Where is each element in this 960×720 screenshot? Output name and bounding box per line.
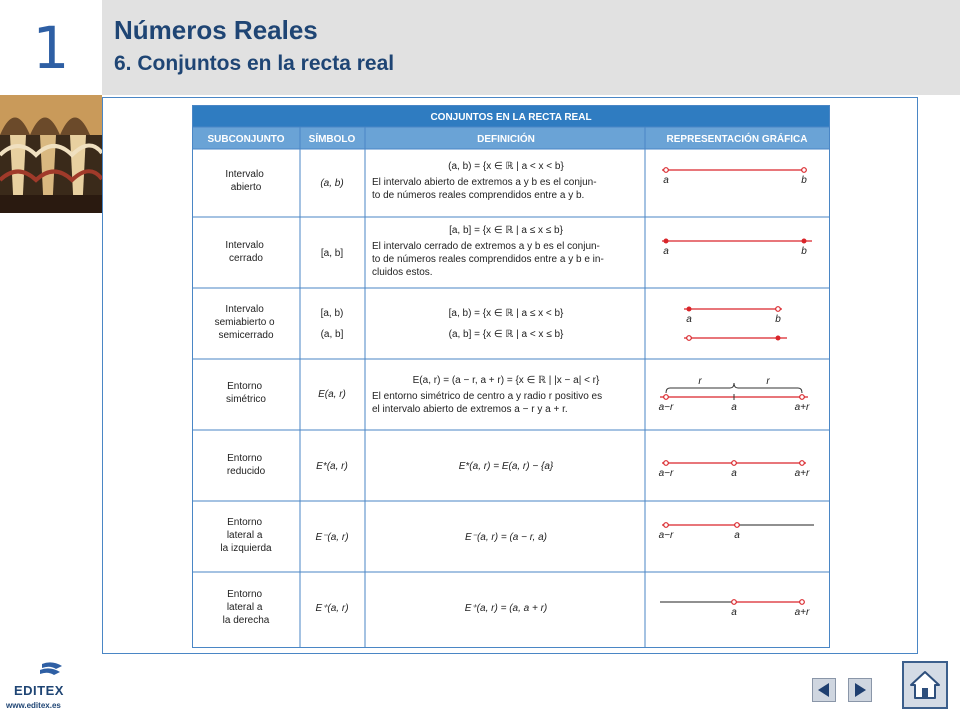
point-label: b xyxy=(775,314,781,325)
header-bar xyxy=(102,0,960,95)
formula: [a, b] = {x ∈ ℝ | a ≤ x ≤ b} xyxy=(449,225,563,236)
prev-arrow-icon xyxy=(816,682,832,698)
description-line: cluidos estos. xyxy=(372,267,433,278)
description-line: el intervalo abierto de extremos a − r y a + r. xyxy=(372,404,568,415)
point-label: a xyxy=(663,246,669,257)
symbol-cell: (a, b) xyxy=(320,178,344,189)
point-label: a+r xyxy=(794,402,810,413)
next-button[interactable] xyxy=(848,678,872,702)
description-line: El intervalo cerrado de extremos a y b es el conjun- xyxy=(372,241,600,252)
subset-cell: Intervalo cerrado xyxy=(225,240,264,264)
point-label: a+r xyxy=(794,607,810,618)
subset-cell: Entorno reducido xyxy=(226,453,266,477)
formula: (a, b] = {x ∈ ℝ | a < x ≤ b} xyxy=(448,329,564,340)
symbol-cell: E*(a, r) xyxy=(316,461,348,472)
subset-cell: Entorno simétrico xyxy=(225,381,267,405)
point-label: a−r xyxy=(658,530,674,541)
sets-table xyxy=(192,105,830,648)
logo-text: EDITEX xyxy=(14,683,64,698)
home-icon xyxy=(909,669,941,701)
description-line: El intervalo abierto de extremos a y b es el conjun- xyxy=(372,177,597,188)
symbol-cell: E(a, r) xyxy=(318,389,346,400)
description-line: to de números reales comprendidos entre a y b. xyxy=(372,190,585,201)
subset-cell: Intervalo abierto xyxy=(225,169,264,193)
point-label: b xyxy=(801,175,807,186)
point-label: a xyxy=(731,607,737,618)
point-label: b xyxy=(801,246,807,257)
col-header-definition: DEFINICIÓN xyxy=(477,134,535,145)
subset-cell: Entorno lateral a la izquierda xyxy=(220,517,272,554)
point-label: a+r xyxy=(794,468,810,479)
formula: E(a, r) = (a − r, a + r) = {x ∈ ℝ | |x − a| < r} xyxy=(412,375,600,386)
radius-label: r xyxy=(766,376,770,387)
prev-button[interactable] xyxy=(812,678,836,702)
symbol-cell: E⁻(a, r) xyxy=(315,532,349,543)
description-line: to de números reales comprendidos entre a y b e in- xyxy=(372,254,604,265)
point-label: a xyxy=(731,402,737,413)
symbol-cell: E⁺(a, r) xyxy=(315,603,349,614)
point-label: a xyxy=(734,530,740,541)
point-label: a xyxy=(663,175,669,186)
col-header-symbol: SÍMBOLO xyxy=(308,134,356,145)
subset-cell: Intervalo semiabierto o semicerrado xyxy=(214,304,275,341)
point-label: a−r xyxy=(658,468,674,479)
point-label: a−r xyxy=(658,402,674,413)
point-label: a xyxy=(731,468,737,479)
description-line: El entorno simétrico de centro a y radio r positivo es xyxy=(372,391,603,402)
symbol-cell: (a, b] xyxy=(320,329,344,340)
symbol-cell: [a, b) xyxy=(320,308,344,319)
slide-number: 1 xyxy=(32,13,70,82)
formula: [a, b) = {x ∈ ℝ | a ≤ x < b} xyxy=(448,308,564,319)
col-header-subset: SUBCONJUNTO xyxy=(207,134,285,145)
col-header-graph: REPRESENTACIÓN GRÁFICA xyxy=(666,134,808,145)
subset-cell: Entorno lateral a la derecha xyxy=(222,589,270,626)
formula: E⁺(a, r) = (a, a + r) xyxy=(464,603,548,614)
page-title: Números Reales xyxy=(114,15,318,45)
point-label: a xyxy=(686,314,692,325)
cathedral-photo xyxy=(0,95,102,213)
formula: E*(a, r) = E(a, r) − {a} xyxy=(458,461,554,472)
home-button[interactable] xyxy=(902,661,948,709)
website-link[interactable]: www.editex.es xyxy=(6,701,61,710)
symbol-cell: [a, b] xyxy=(320,248,344,259)
radius-label: r xyxy=(698,376,702,387)
formula: E⁻(a, r) = (a − r, a) xyxy=(465,532,547,543)
next-arrow-icon xyxy=(852,682,868,698)
formula: (a, b) = {x ∈ ℝ | a < x < b} xyxy=(448,161,564,172)
table-caption: CONJUNTOS EN LA RECTA REAL xyxy=(430,112,592,123)
page-subtitle: 6. Conjuntos en la recta real xyxy=(114,52,395,75)
